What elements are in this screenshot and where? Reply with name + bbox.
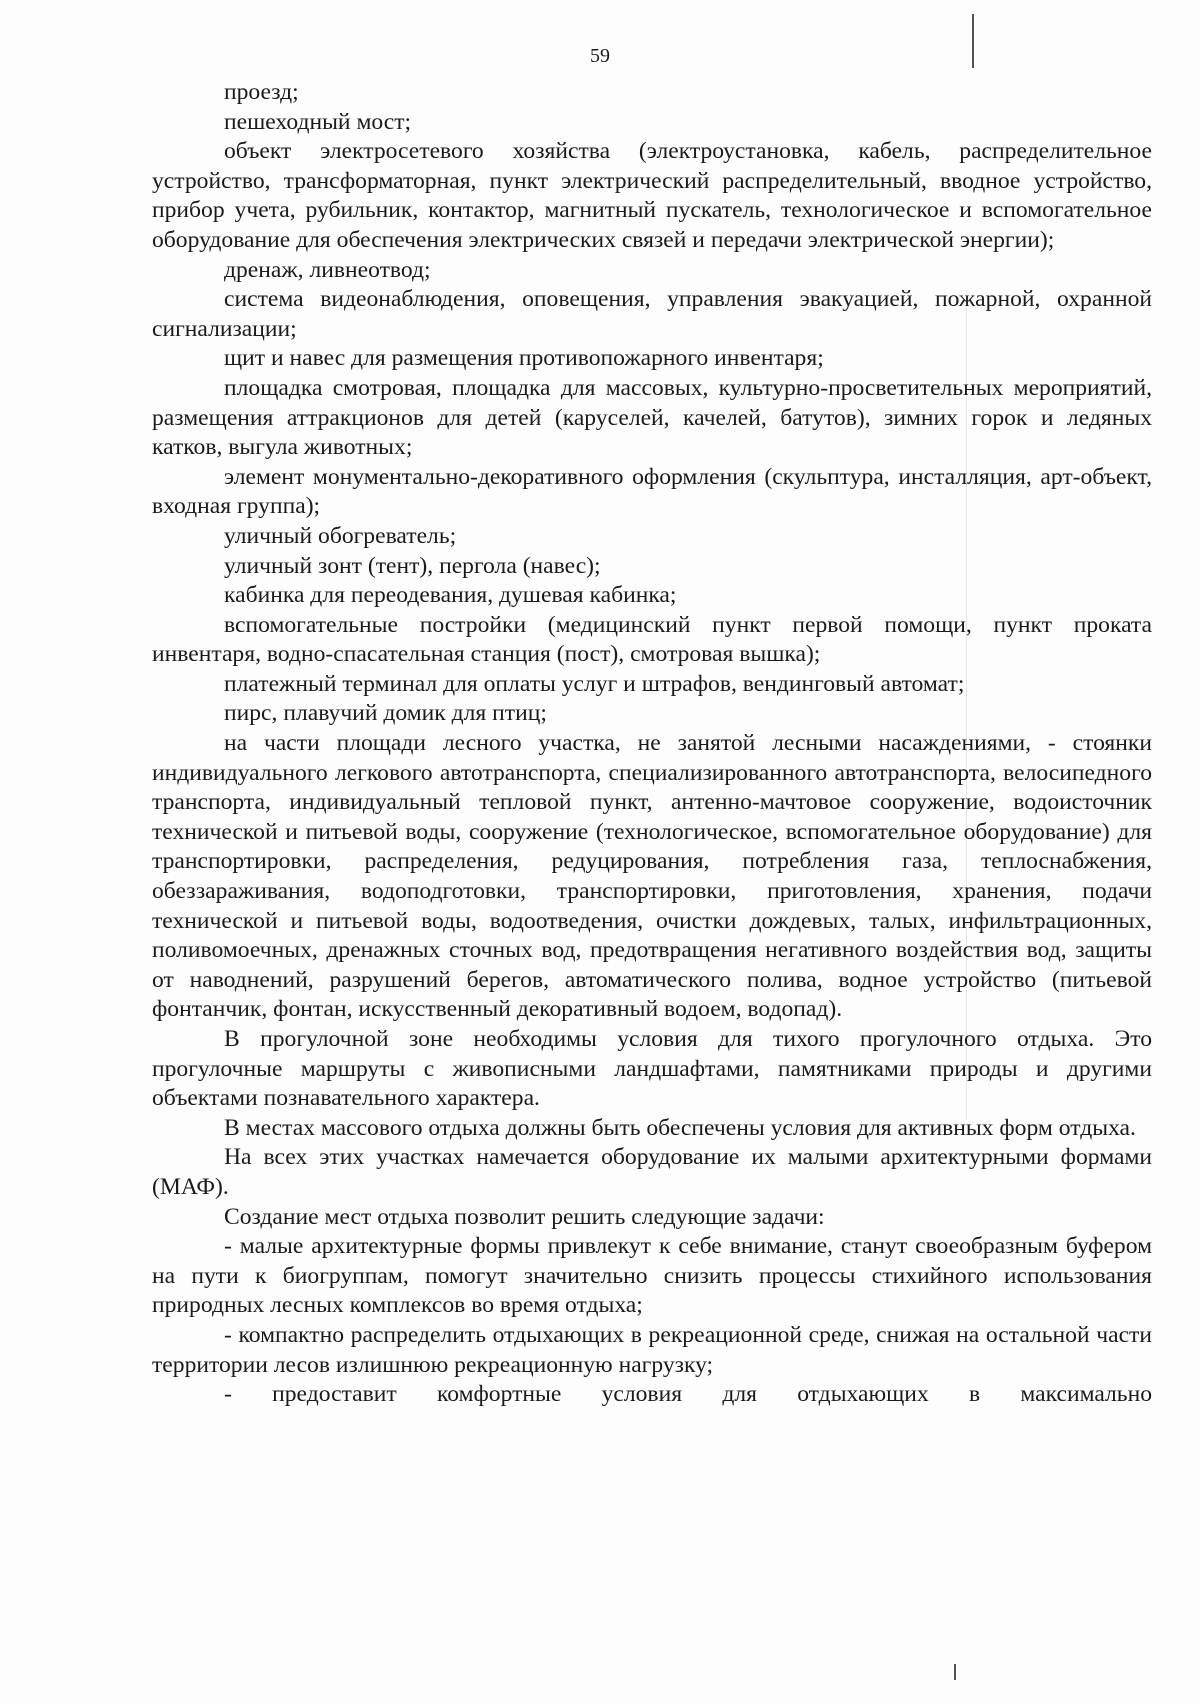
document-body bbox=[152, 78, 1152, 1410]
paragraph: на части площади лесного участка, не занятой лесными насаждениями, - стоянки индивидуального легкового автотранспорта, специализированного автотранспорта, велосипедного транспорта, индивидуальный тепловой пункт, антенно-мачтовое сооружение, водоисточник технической и питьевой воды, сооружение (технологическое, вспомогательное оборудование) для транспортировки, распределения, редуцирования, потребления газа, теплоснабжения, обеззараживания, водоподготовки, транспортировки, приготовления, хранения, подачи технической и питьевой воды, водоотведения, очистки дождевых, талых, инфильтрационных, поливомоечных, дренажных сточных вод, предотвращения негативного воздействия вод, защиты от наводнений, разрушений берегов, автоматического полива, водное устройство (питьевой фонтанчик, фонтан, искусственный декоративный водоем, водопад). bbox=[152, 730, 1152, 1023]
paragraph: В прогулочной зоне необходимы условия для тихого прогулочного отдыха. Это прогулочные маршруты с живописными ландшафтами, памятниками природы и другими объектами познавательного характера. bbox=[152, 1026, 1152, 1112]
paragraph: система видеонаблюдения, оповещения, управления эвакуацией, пожарной, охранной сигнализации; bbox=[152, 286, 1152, 342]
paragraph: дренаж, ливнеотвод; bbox=[224, 256, 431, 283]
paragraph: элемент монументально-декоративного оформления (скульптура, инсталляция, арт-объект, входная группа); bbox=[152, 463, 1152, 520]
paragraph: В местах массового отдыха должны быть обеспечены условия для активных форм отдыха. bbox=[224, 1114, 1136, 1141]
paragraph: кабинка для переодевания, душевая кабинка; bbox=[224, 582, 677, 609]
paragraph: щит и навес для размещения противопожарного инвентаря; bbox=[224, 345, 824, 372]
paragraph: - предоставит комфортные условия для отдыхающих в максимально bbox=[224, 1381, 1152, 1408]
paragraph: объект электросетевого хозяйства (электроустановка, кабель, распределительное устройство, трансформаторная, пункт электрический распределительный, вводное устройство, прибор учета, рубильник, контактор, магнитный пускатель, технологическое и вспомогательное оборудование для обеспечения электрических связей и передачи электрической энергии); bbox=[152, 138, 1152, 253]
paragraph: уличный зонт (тент), пергола (навес); bbox=[224, 552, 601, 579]
paragraph: вспомогательные постройки (медицинский пункт первой помощи, пункт проката инвентаря, водно-спасательная станция (пост), смотровая вышка); bbox=[152, 611, 1152, 668]
paragraph: Создание мест отдыха позволит решить следующие задачи: bbox=[224, 1203, 825, 1230]
scan-margin-tick bbox=[954, 1664, 956, 1680]
paragraph: пешеходный мост; bbox=[224, 108, 412, 135]
paragraph: проезд; bbox=[224, 79, 299, 105]
paragraph: площадка смотровая, площадка для массовых, культурно-просветительных мероприятий, размещения аттракционов для детей (каруселей, качелей, батутов), зимних горок и ледяных катков, выгула животных; bbox=[152, 374, 1152, 461]
paragraph: - компактно распределить отдыхающих в рекреационной среде, снижая на остальной части территории лесов излишнюю рекреационную нагрузку; bbox=[152, 1321, 1152, 1378]
paragraph: платежный терминал для оплаты услуг и штрафов, вендинговый автомат; bbox=[224, 670, 965, 697]
paragraph: - малые архитектурные формы привлекут к себе внимание, станут своеобразным буфером на пути к биогруппам, помогут значительно снизить процессы стихийного использования природных лесных комплексов во время отдыха; bbox=[152, 1233, 1152, 1319]
paragraph: На всех этих участках намечается оборудование их малыми архитектурными формами (МАФ). bbox=[152, 1144, 1152, 1200]
paragraph: пирс, плавучий домик для птиц; bbox=[224, 700, 547, 727]
paragraph: уличный обогреватель; bbox=[224, 522, 457, 549]
page-number: 59 bbox=[590, 45, 610, 67]
